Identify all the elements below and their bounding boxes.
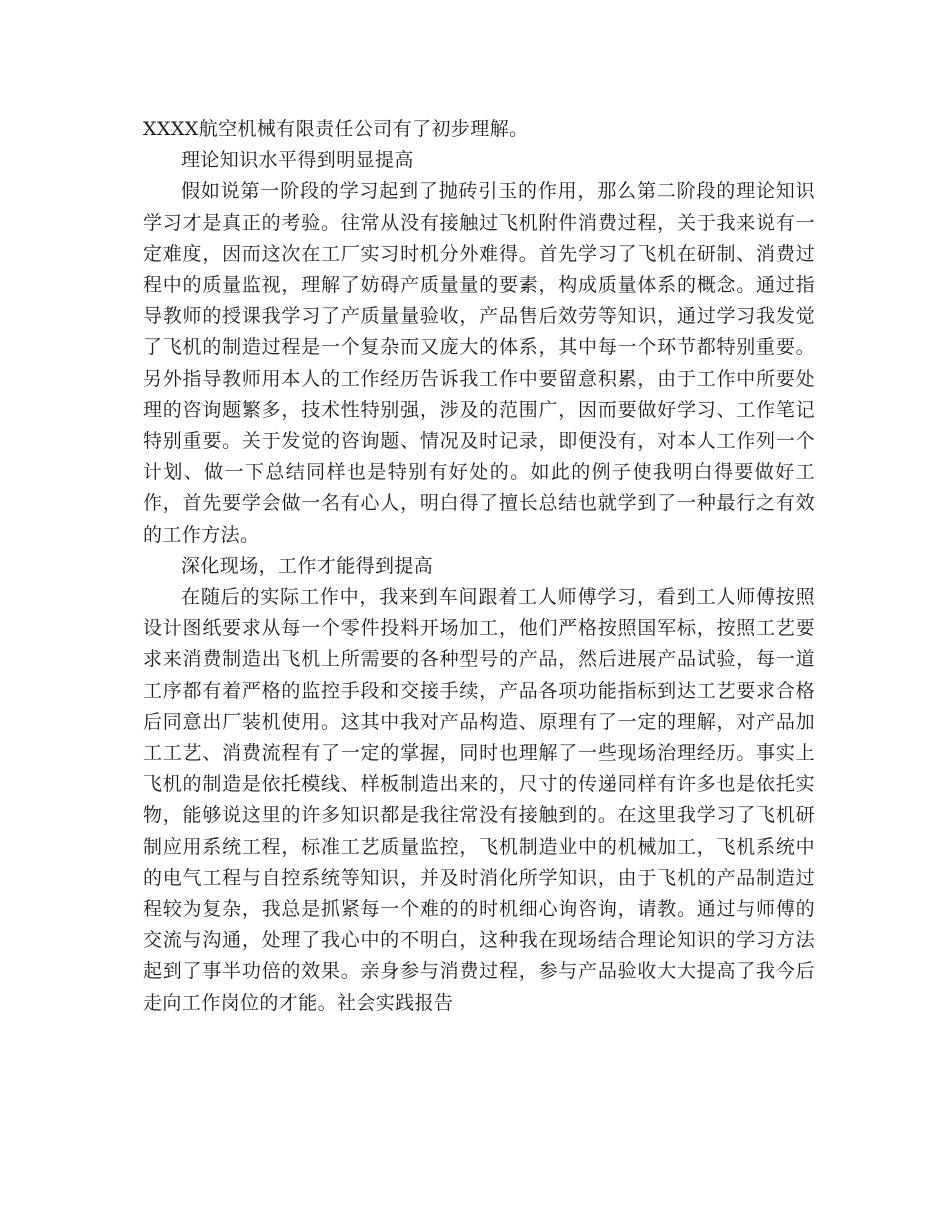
section-heading-theory: 理论知识水平得到明显提高 xyxy=(181,149,414,172)
section-heading-field-work: 深化现场，工作才能得到提高 xyxy=(181,554,434,577)
paragraph-field-work: 在随后的实际工作中，我来到车间跟着工人师傅学习，看到工人师傅按照设计图纸要求从每一个零件投料开场加工，他们严格按照国军标，按照工艺要求来消费制造出飞机上所需要的各种型号的产品，然后进展产品试验，每一道工序都有着严格的监控手段和交接手续，产品各项功能指标到达工艺要求合格后同意出厂装机使用。这其中我对产品构造、原理有了一定的理解，对产品加工工艺、消费流程有了一定的掌握，同时也理解了一些现场治理经历。事实上飞机的制造是依托模线、样板制造出来的，尺寸的传递同样有许多也是依托实物，能够说这里的许多知识都是我往常没有接触到的。在这里我学习了飞机研制应用系统工程，标准工艺质量监控，飞机制造业中的机械加工，飞机系统中的电气工程与自控系统等知识，并及时消化所学知识，由于飞机的产品制造过程较为复杂，我总是抓紧每一个难的的时机细心询咨询，请教。通过与师傅的交流与沟通，处理了我心中的不明白，这种我在现场结合理论知识的学习方法起到了事半功倍的效果。亲身参与消费过程，参与产品验收大大提高了我今后走向工作岗位的才能。社会实践报告 xyxy=(143,586,815,1014)
paragraph-continuation: XXXX航空机械有限责任公司有了初步理解。 xyxy=(143,118,529,140)
paragraph-theory-study: 假如说第一阶段的学习起到了抛砖引玉的作用，那么第二阶段的理论知识学习才是真正的考验。往常从没有接触过飞机附件消费过程，关于我来说有一定难度，因而这次在工厂实习时机分外难得。首先学习了飞机在研制、消费过程中的质量监视，理解了妨碍产质量量的要素，构成质量体系的概念。通过指导教师的授课我学习了产质量量验收，产品售后效劳等知识，通过学习我发觉了飞机的制造过程是一个复杂而又庞大的体系，其中每一个环节都特别重要。另外指导教师用本人的工作经历告诉我工作中要留意积累，由于工作中所要处理的咨询题繁多，技术性特别强，涉及的范围广，因而要做好学习、工作笔记特别重要。关于发觉的咨询题、情况及时记录，即便没有，对本人工作列一个计划、做一下总结同样也是特别有好处的。如此的例子使我明白得要做好工作，首先要学会做一名有心人，明白得了擅长总结也就学到了一种最行之有效的工作方法。 xyxy=(143,180,815,546)
document-body xyxy=(143,114,815,1019)
